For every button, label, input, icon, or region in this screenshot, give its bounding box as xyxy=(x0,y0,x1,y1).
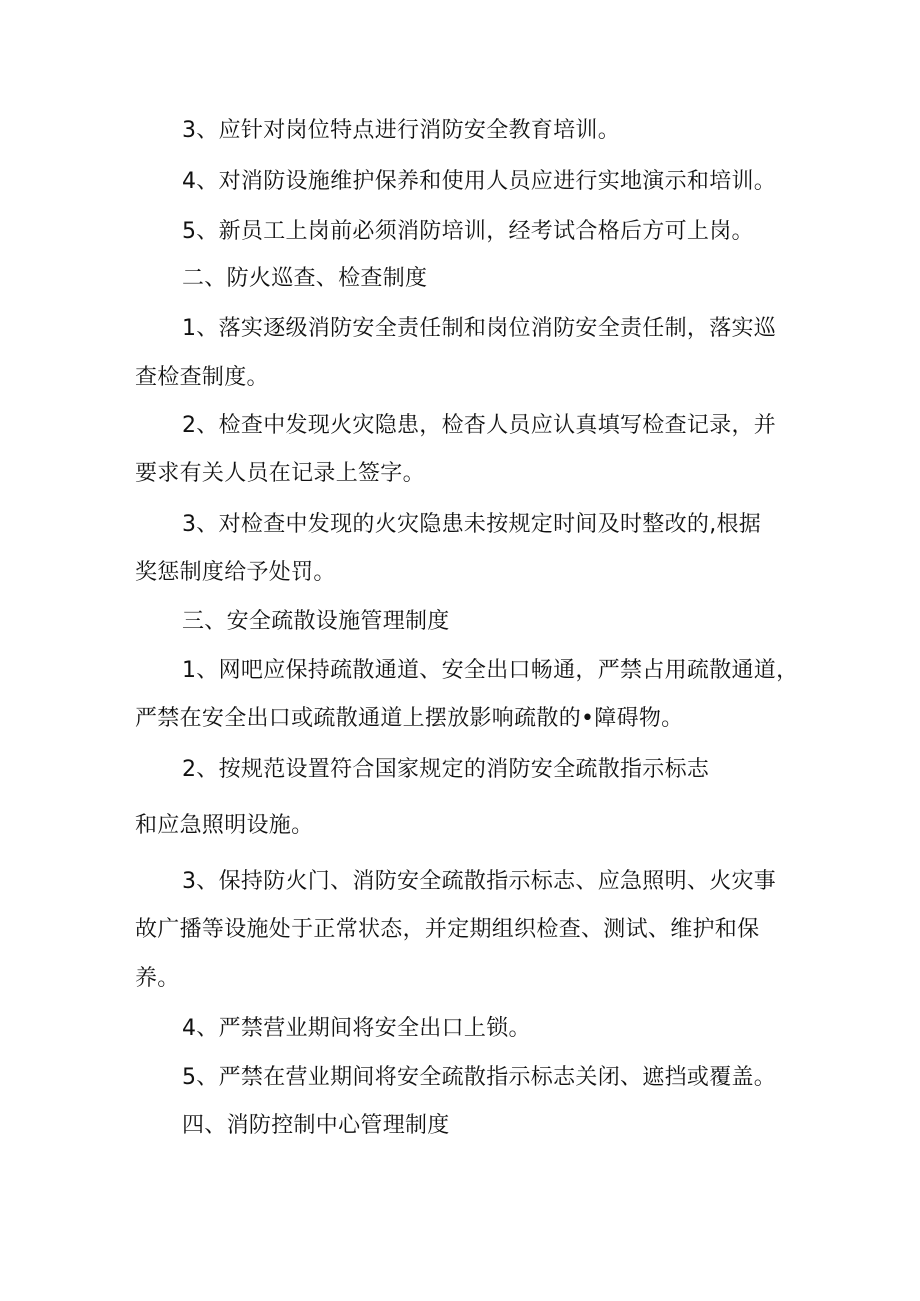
section-heading-2: 二、防火巡查、检查制度 xyxy=(182,266,428,291)
item-evacuation-3-cont-2: 养。 xyxy=(135,966,180,991)
item-inspection-3-cont: 奖惩制度给予处罚。 xyxy=(135,560,336,585)
item-inspection-1: 1、落实逐级消防安全责任制和岗位消防安全责任制，落实巡 xyxy=(182,316,777,341)
item-evacuation-1: 1、网吧应保持疏散通道、安全出口畅通，严禁占用疏散通道， xyxy=(182,658,799,683)
item-evacuation-3: 3、保持防火门、消防安全疏散指示标志、应急照明、火灾事 xyxy=(182,869,777,894)
item-evacuation-3-cont-1: 故广播等设施处于正常状态，并定期组织检查、测试、维护和保 xyxy=(135,917,760,942)
item-inspection-2: 2、检查中发现火灾隐患，检杳人员应认真填写检查记录，并 xyxy=(182,413,777,438)
item-training-3: 3、应针对岗位特点进行消防安全教育培训。 xyxy=(182,118,620,143)
item-training-4: 4、对消防设施维护保养和使用人员应进行实地演示和培训。 xyxy=(182,169,777,194)
item-inspection-3: 3、对检查中发现的火灾隐患未按规定时间及时整改的,根据 xyxy=(182,512,762,537)
section-heading-4: 四、消防控制中心管理制度 xyxy=(182,1113,450,1138)
item-inspection-2-cont: 要求有关人员在记录上签字。 xyxy=(135,461,425,486)
item-evacuation-1-cont: 严禁在安全出口或疏散通道上摆放影响疏散的•障碍物。 xyxy=(135,706,684,731)
item-training-5: 5、新员工上岗前必须消防培训，经考试合格后方可上岗。 xyxy=(182,219,754,244)
item-evacuation-5: 5、严禁在营业期间将安全疏散指示标志关闭、遮挡或覆盖。 xyxy=(182,1065,777,1090)
item-evacuation-2: 2、按规范设置符合国家规定的消防安全疏散指示标志 xyxy=(182,757,710,782)
item-evacuation-4: 4、严禁营业期间将安全出口上锁。 xyxy=(182,1016,531,1041)
item-inspection-1-cont: 查检查制度。 xyxy=(135,365,269,390)
section-heading-3: 三、安全疏散设施管理制度 xyxy=(182,609,450,634)
item-evacuation-2-cont: 和应急照明设施。 xyxy=(135,813,314,838)
